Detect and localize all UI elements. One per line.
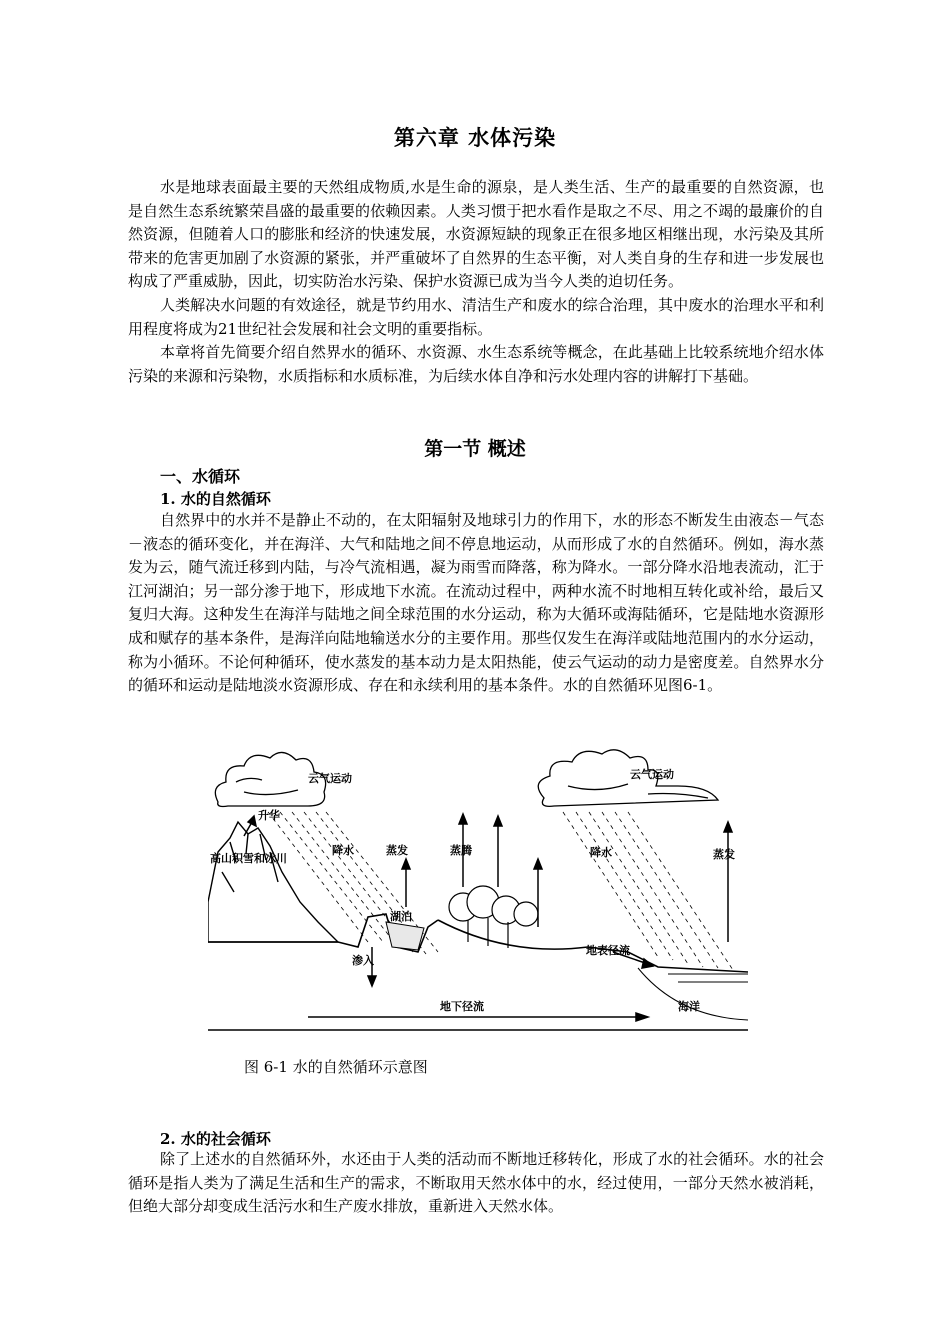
label-ocean: 海洋 — [678, 1000, 700, 1013]
label-rain-left: 降水 — [332, 844, 354, 857]
label-cloud-left: 云气运动 — [308, 772, 352, 785]
chapter-title: 第六章 水体污染 — [393, 125, 557, 150]
tree-cluster-icon — [449, 886, 538, 948]
label-evap-lake: 蒸发 — [386, 844, 408, 857]
subsection-title: 一、水循环 — [160, 467, 241, 486]
lake-water — [386, 922, 424, 950]
label-cloud-right: 云气运动 — [630, 768, 674, 781]
label-evap-sea: 蒸发 — [713, 848, 735, 861]
label-sublimation: 升华 — [258, 809, 280, 822]
water-cycle-figure — [208, 742, 748, 1042]
mountain-icon — [208, 822, 338, 942]
section-title: 第一节 概述 — [424, 438, 526, 460]
intro-paragraph-3: 本章将首先简要介绍自然界水的循环、水资源、水生态系统等概念，在此基础上比较系统地介绍水体污染的来源和污染物，水质指标和水质标准，为后续水体自净和污水处理内容的讲解打下基础。 — [128, 343, 824, 385]
intro-paragraph-1: 水是地球表面最主要的天然组成物质,水是生命的源泉，是人类生活、生产的最重要的自然资源，也是自然生态系统繁荣昌盛的最重要的依赖因素。人类习惯于把水看作是取之不尽、用之不竭的最廉价的自然资源，但随着人口的膨胀和经济的快速发展，水资源短缺的现象正在很多地区相继出现，水污染及其所带来的危害更加剧了水资源的紧张，并严重破坏了自然界的生态平衡，对人类自身的生存和进一步发展也构成了严重威胁，因此，切实防治水污染、保护水资源已成为当今人类的迫切任务。 — [128, 178, 824, 291]
intro-paragraph-2: 人类解决水问题的有效途径，就是节约用水、清洁生产和废水的综合治理，其中废水的治理水平和利用程度将成为21世纪社会发展和社会文明的重要指标。 — [128, 295, 824, 338]
figure-caption: 图 6-1 水的自然循环示意图 — [244, 1058, 428, 1076]
label-groundwater: 地下径流 — [440, 1000, 484, 1013]
social-cycle-paragraph: 除了上述水的自然循环外，水还由于人类的活动而不断地迁移转化，形成了水的社会循环。水的社会循环是指人类为了满足生活和生产的需求，不断取用天然水体中的水，经过使用，一部分天然水被消耗，但绝大部分却变成生活污水和生产废水排放，重新进入天然水体。 — [128, 1150, 824, 1216]
water-cycle-diagram — [208, 742, 748, 1042]
right-cloud-icon — [538, 750, 718, 807]
natural-cycle-paragraph: 自然界中的水并不是静止不动的，在太阳辐射及地球引力的作用下，水的形态不断发生由液态－气态－液态的循环变化，并在海洋、大气和陆地之间不停息地运动，从而形成了水的自然循环。例如，海水蒸发为云，随气流迁移到内陆，与冷气流相遇，凝为雨雪而降落，称为降水。一部分降水沿地表流动，汇于江河湖泊；另一部分渗于地下，形成地下水流。在流动过程中，两种水流不时地相互转化或补给，最后又复归大海。这种发生在海洋与陆地之间全球范围的水分运动，称为大循环或海陆循环，它是陆地水资源形成和赋存的基本条件，是海洋向陆地输送水分的主要作用。那些仅发生在海洋或陆地范围内的水分运动，称为小循环。不论何种循环，使水蒸发的基本动力是太阳热能，使云气运动的动力是密度差。自然界水分的循环和运动是陆地淡水资源形成、存在和永续利用的基本条件。水的自然循环见图6-1。 — [128, 511, 824, 695]
label-infiltration: 渗入 — [352, 954, 374, 967]
intro-section — [128, 176, 824, 388]
social-cycle-heading: 2. 水的社会循环 — [160, 1130, 271, 1148]
social-cycle-section — [128, 1148, 824, 1219]
label-rain-right: 降水 — [590, 846, 612, 859]
label-transpiration: 蒸腾 — [450, 844, 472, 857]
label-runoff: 地表径流 — [586, 944, 630, 957]
natural-cycle-heading: 1. 水的自然循环 — [160, 490, 271, 508]
label-snow: 高山积雪和冰川 — [210, 852, 287, 865]
label-lake: 湖泊 — [390, 910, 412, 923]
natural-cycle-section — [128, 509, 824, 698]
